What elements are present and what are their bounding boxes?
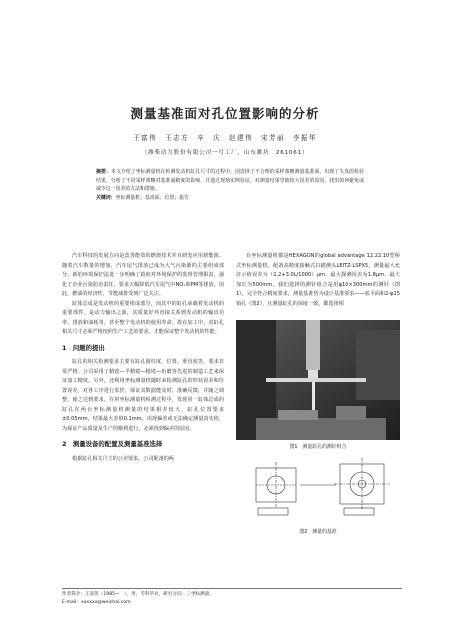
section-heading-1: 1 问题的提出 [62, 343, 105, 352]
footnote-author-info: 作者简介：王富伟（1985— ），男，专科毕业，研究方向：三坐标测量。 [62, 592, 214, 597]
intro-paragraph-1: 汽车科技的发展方向是改善能效的燃烧技术并且研发应用新能源。随着汽车数量的增加，汽车尾气排放已成为大气污染源的主要组成部分，新的环境保护法进一步明确了政府对环境保护的监督管理职责，强化了企业污染防治责任，要求大幅降低汽车尾气中NOₓ和PM等排放，因此，燃油的经济性，节能减排受到广泛关注。 [62, 253, 224, 297]
paper-affiliation: （潍柴动力股份有限公司一号工厂，山东潍坊 261061） [141, 150, 309, 156]
abstract-text: 本文介绍了坐标测量机在检测发动机缸孔尺寸的过程中，因选择了不合理的采样策略测量基准面，出现了失真的检验结果，分析了不同采样策略对基准面精度的影响，并通过现场实例验证，对测量结果导致较大误差的原因，找出如何避免或减少这一误差的方法和措施。 [96, 169, 364, 192]
abstract [96, 168, 364, 194]
section1-paragraph: 缸孔的相关检测要求主要有缸孔圆柱度、位置、垂直度等，要求非常严格。公司采用了精镗—半精镗—精镗—珩磨等先进的制造工艺来保证加工精度。另外，还利用坐标测量机随时来检测缸孔的形状误差和位置误差，对各工序进行监控，保证其数据能及时、准确反馈，并随之调整，使之达到要求。在用坐标测量机检测过程中，发现同一缸体总成的缸孔在两台坐标测量机测量的结果相差较大，缸孔位置要求±0.05mm，结果最大差值0.1mm，出现偏差或无法确定测量真实值，为保证产品质量及生产的顺利进行，必须找到偏差的原因。 [62, 359, 224, 432]
intro-paragraph-2: 缸体总成是发动机的重要组成部分，而其中的缸孔承载着发动机的重要部件，是动力输出之源，其质量好坏直接关系到发动机的输出功率、排放和油耗等，甚至整个发动机的使用寿命。故在加工中，对缸孔相关尺寸必须严格按照生产工艺的要求，才能保证整个发动机的性能。 [62, 300, 224, 335]
keywords-label: 关键词： [96, 194, 116, 201]
abstract-label: 摘要： [96, 169, 111, 175]
footnote-email: E-mail：xxxxxx@weichai.com [62, 600, 131, 605]
figure-1-photo [236, 320, 400, 440]
abstract-block [96, 168, 364, 202]
paper-title: 测量基准面对孔位置影响的分析 [130, 106, 320, 121]
probe-photo-illustration [236, 320, 400, 440]
keywords [96, 194, 364, 203]
author-footnote [62, 588, 402, 607]
figure-1-caption: 图1 测量缸孔的测针组合 [289, 444, 347, 450]
paper-authors: 王富伟 王志方 辛 庆 赵建伟 宋芳丽 李振华 [133, 134, 317, 142]
figure-2-drawing [236, 448, 400, 526]
left-column [62, 252, 224, 464]
section2-paragraph: 根据缸孔相关尺寸的公差要求，公司配备的两 [72, 455, 174, 462]
figure-2-caption: 图2 测量的基准 [299, 529, 337, 535]
section-heading-2: 2 测量设备的配置及测量基准选择 [62, 440, 163, 448]
right-paragraph-1: 台坐标测量机都是HEXAGON的global advantage 12.22.10型桥式坐标测量机，配备高精度接触式扫描测头LEITZ-LSPX5，测量最大允许示值误差为（2.2+3.0L/1000）μm，最大探测误差为1.8μm，最大加长为500mm。我们选择的测针组合是用φ10×300mm的测针（图1），完全符合精度要求，测量基准皆为设计基准要求——底平面和2-φ15销孔（图2），且测量缸孔的深度一致，都选择相 [236, 253, 400, 307]
keywords-text: 坐标测量机；基准面；位置；报告 [115, 194, 189, 201]
right-column [236, 252, 400, 309]
